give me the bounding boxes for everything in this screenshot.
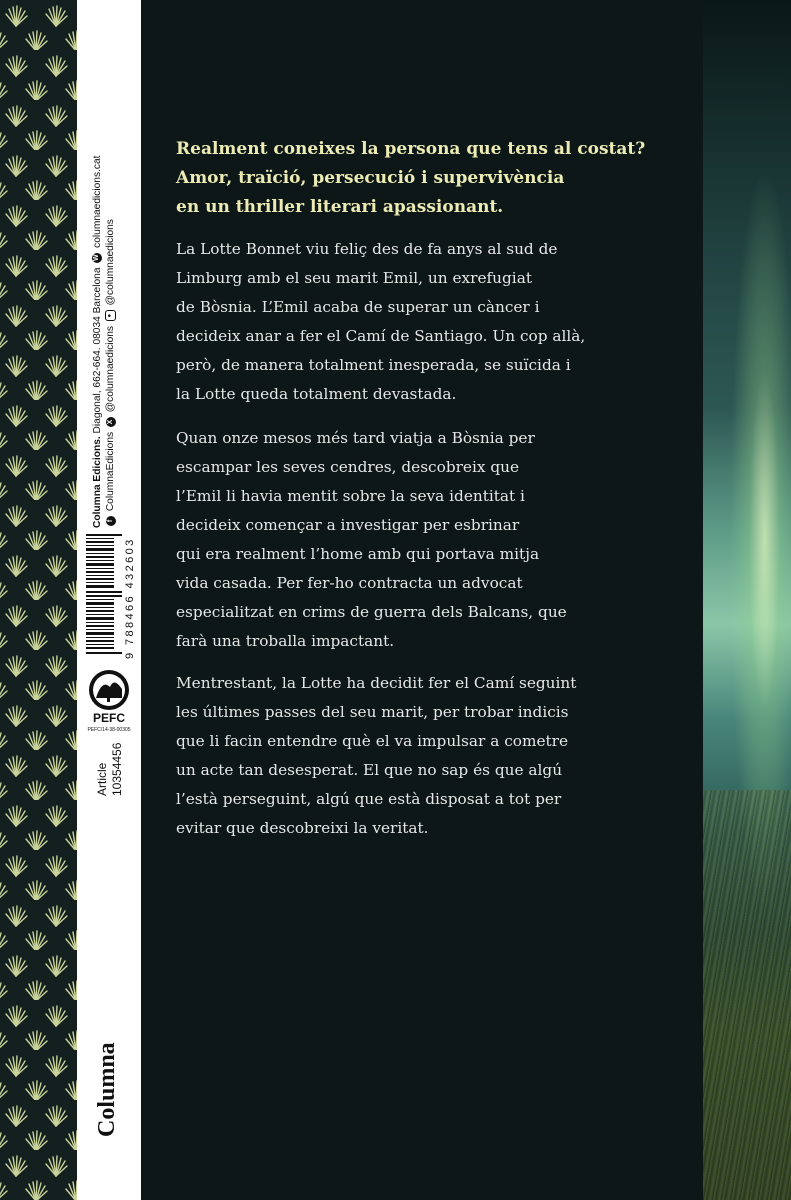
text-line: però, de manera totalment inesperada, se suïcida i [176,356,571,374]
tagline-line: en un thriller literari apassionant. [176,197,504,217]
twitter-x-icon: X [106,417,116,427]
synopsis-paragraph-2 [176,424,696,656]
tagline-line: Amor, traïció, persecució i supervivència [176,168,565,188]
article-number: 10354456 [110,742,124,796]
text-line: la Lotte queda totalment devastada. [176,385,457,403]
text-line: vida casada. Per fer-ho contracta un advocat [176,574,523,592]
text-line: que li facin entendre què el va impulsar a cometre [176,732,569,750]
twitter-handle[interactable]: @columnaedicions [105,323,117,416]
facebook-icon: f [106,516,116,526]
text-line: escampar les seves cendres, descobreix que [176,458,520,476]
text-line: decideix començar a investigar per esbrinar [176,516,520,534]
facebook-handle[interactable]: ColumnaEdicions [105,429,117,514]
publisher-logo: Columna [94,1042,120,1137]
website-icon: W [93,254,101,261]
synopsis-paragraph-3 [176,669,696,843]
publisher-name: Columna Edicions. [92,436,103,528]
text-line: l’Emil li havia mentit sobre la seva identitat i [176,487,525,505]
text-line: evitar que descobreixi la veritat. [176,819,429,837]
instagram-icon: ● [105,310,116,321]
scallop-shell-pattern-icon [0,0,77,1200]
text-line: les últimes passes del seu marit, per trobar indicis [176,703,569,721]
tagline-line: Realment coneixes la persona que tens al costat? [176,139,646,159]
pefc-label: PEFC [92,711,125,725]
scallop-pattern-strip [0,0,77,1200]
text-line: La Lotte Bonnet viu feliç des de fa anys al sud de [176,240,558,258]
text-line: un acte tan desesperat. El que no sap és que algú [176,761,563,779]
website-link[interactable]: columnaedicions.cat [92,155,103,251]
text-line: decideix anar a fer el Camí de Santiago. Un cop allà, [176,327,586,345]
pefc-code: PEFC/14-38-00305 [87,727,131,733]
grass-texture [703,790,791,1200]
text-line: farà una troballa impactant. [176,632,395,650]
text-line: especialitzat en crims de guerra dels Balcans, que [176,603,567,621]
text-line: Quan onze mesos més tard viatja a Bòsnia per [176,429,535,447]
instagram-handle[interactable]: @columnaedicions [105,219,117,309]
article-label: Article [95,762,109,796]
text-line: qui era realment l’home amb qui portava mitja [176,545,540,563]
barcode [86,534,122,656]
isbn-digits: 9 788466 432603 [124,537,136,659]
synopsis-paragraph-1 [176,235,696,409]
text-line: l’està perseguint, algú que està disposat a tot per [176,790,562,808]
text-line: de Bòsnia. L’Emil acaba de superar un càncer i [176,298,540,316]
publisher-line [92,156,104,528]
text-line: Mentrestant, la Lotte ha decidit fer el Camí seguint [176,674,577,692]
publisher-address: Diagonal, 662-664. 08034 Barcelona [92,264,103,437]
tagline [176,135,696,222]
social-line [105,219,117,528]
text-line: Limburg amb el seu marit Emil, un exrefugiat [176,269,532,287]
